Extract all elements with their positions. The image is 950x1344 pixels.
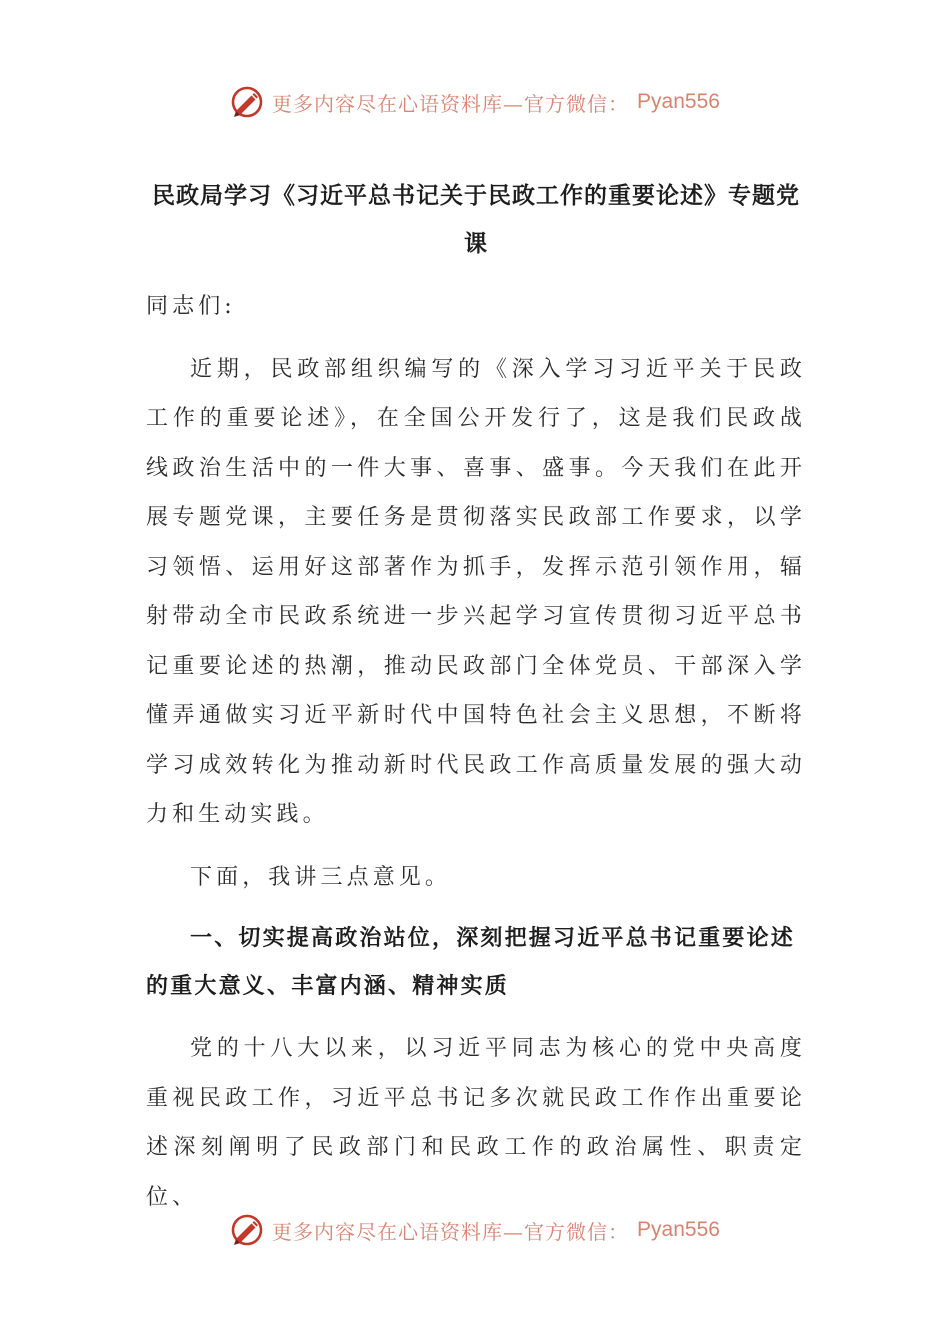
watermark-text: 更多内容尽在心语资料库—官方微信： — [272, 1219, 630, 1244]
section1-paragraph: 党的十八大以来，以习近平同志为核心的党中央高度重视民政工作，习近平总书记多次就民政工作作出重要论述深刻阐明了民政部门和民政工作的政治属性、职责定位、 — [146, 1036, 806, 1210]
pen-logo-icon — [230, 85, 264, 119]
intro-paragraph: 近期，民政部组织编写的《深入学习习近平关于民政工作的重要论述》，在全国公开发行了，这是我们民政战线政治生活中的一件大事、喜事、盛事。今天我们在此开展专题党课，主要任务是贯彻落实民政部工作要求，以学习领悟、运用好这部著作为抓手，发挥示范引领作用，辐射带动全市民政系统进一步兴起学习宣传贯彻习近平总书记重要论述的热潮，推动民政部门全体党员、干部深入学懂弄通做实习近平新时代中国特色社会主义思想，不断将学习成效转化为推动新时代民政工作高质量发展的强大动力和生动实践。 — [146, 356, 806, 827]
salutation: 同志们: — [146, 294, 236, 319]
watermark-text: 更多内容尽在心语资料库—官方微信： — [272, 91, 630, 116]
transition-paragraph: 下面，我讲三点意见。 — [190, 864, 452, 890]
document-title: 民政局学习《习近平总书记关于民政工作的重要论述》专题党课 — [152, 183, 800, 257]
watermark-footer — [0, 1210, 950, 1250]
watermark-wechat-id: Pyan556 — [637, 90, 720, 113]
watermark-header — [0, 82, 950, 122]
watermark-wechat-id: Pyan556 — [637, 1218, 720, 1241]
document-body — [146, 282, 806, 1222]
pen-logo-icon — [230, 1213, 264, 1247]
section-heading-1: 一、切实提高政治站位，深刻把握习近平总书记重要论述的重大意义、丰富内涵、精神实质 — [146, 926, 796, 999]
